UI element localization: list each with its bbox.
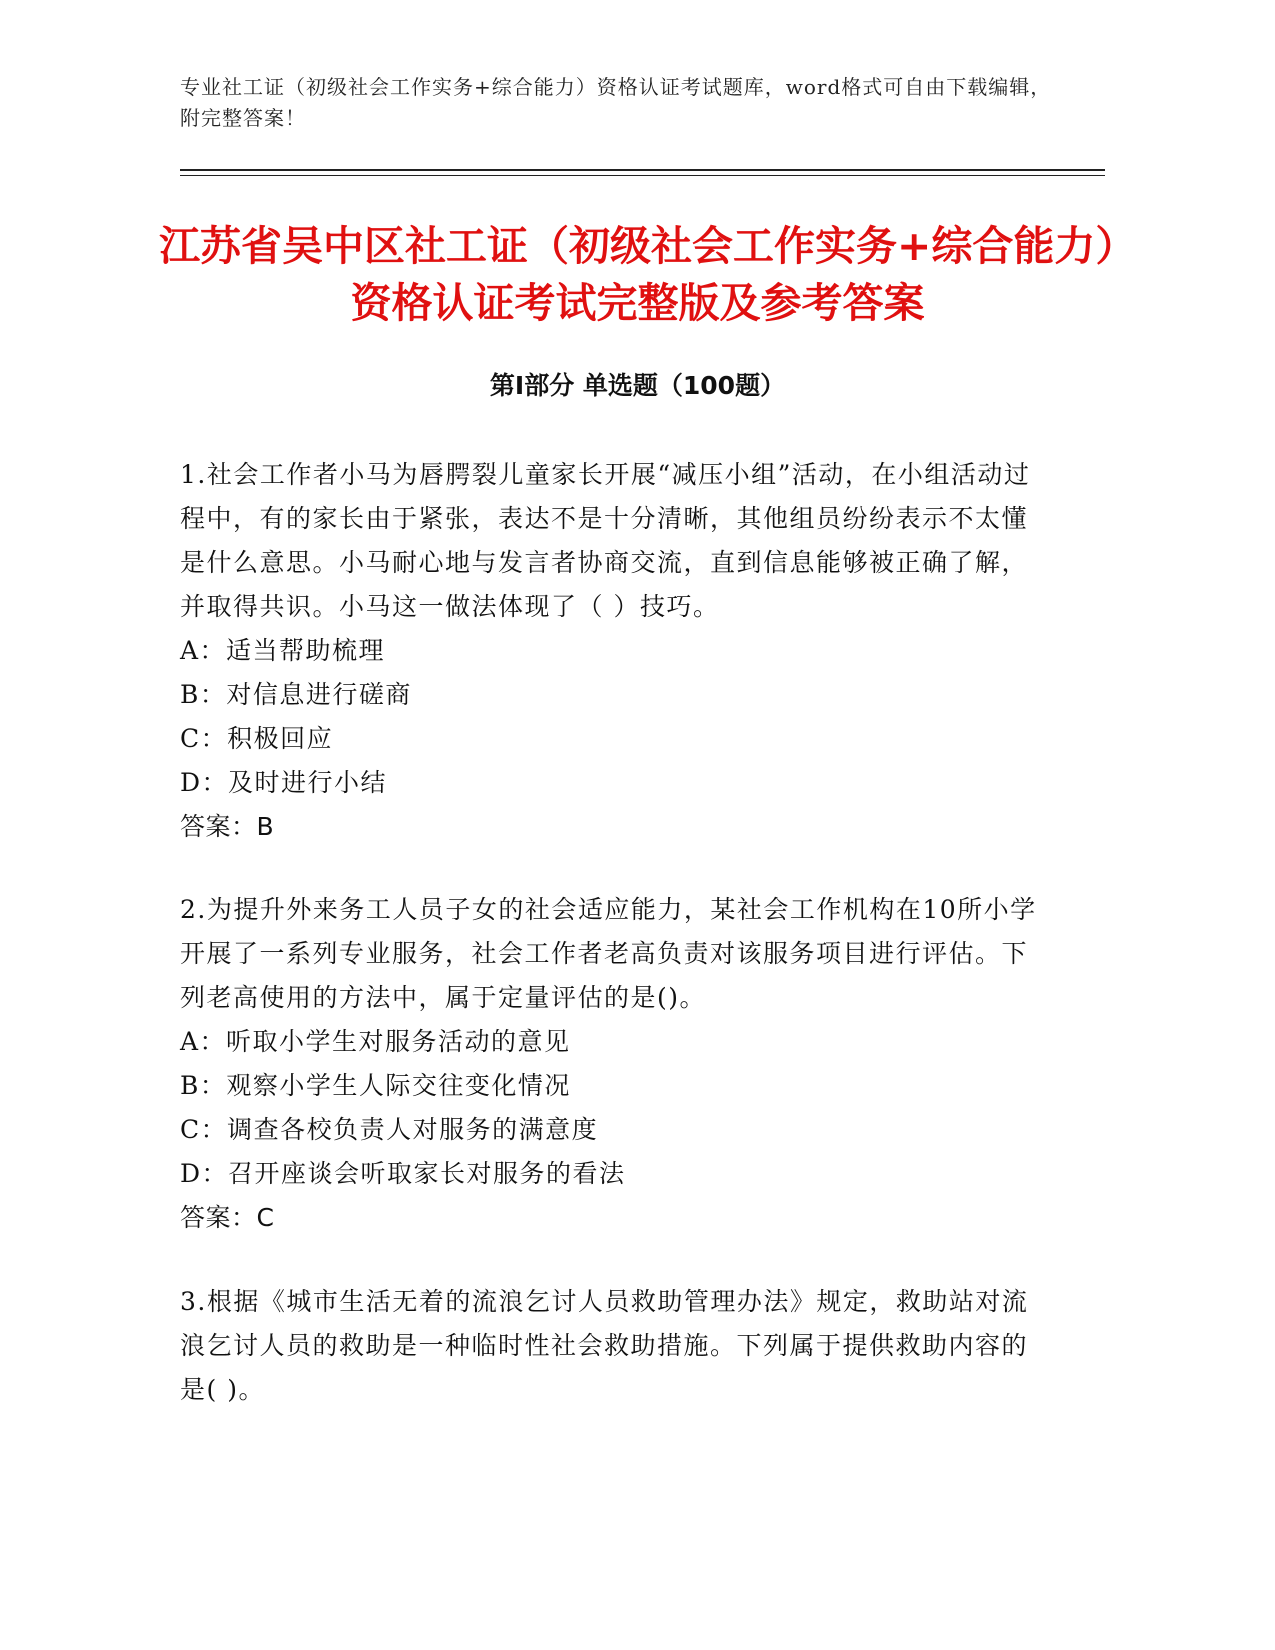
header-divider-thin — [180, 175, 1105, 176]
section-title: 第Ⅰ部分 单选题（100题） — [489, 371, 786, 400]
answer-line: 答案：B — [180, 812, 275, 841]
answer-line: 答案：C — [180, 1203, 275, 1232]
option-d: D：召开座谈会听取家长对服务的看法 — [180, 1159, 626, 1188]
option-b: B：观察小学生人际交往变化情况 — [180, 1071, 571, 1100]
header-note: 专业社工证（初级社会工作实务+综合能力）资格认证考试题库，word格式可自由下载编辑，附完整答案！ — [180, 75, 1052, 130]
question-2 — [180, 888, 1040, 1240]
question-3 — [180, 1280, 1040, 1412]
option-c: C：积极回应 — [180, 724, 334, 753]
document-title: 江苏省吴中区社工证（初级社会工作实务+综合能力）资格认证考试完整版及参考答案 — [159, 222, 1116, 327]
option-b: B：对信息进行磋商 — [180, 680, 412, 709]
question-stem: 3.根据《城市生活无着的流浪乞讨人员救助管理办法》规定，救助站对流浪乞讨人员的救助是一种临时性社会救助措施。下列属于提供救助内容的是( )。 — [180, 1287, 1029, 1404]
option-a: A：听取小学生对服务活动的意见 — [180, 1027, 571, 1056]
header-divider-thick — [180, 169, 1105, 171]
option-a: A：适当帮助梳理 — [180, 636, 386, 665]
option-d: D：及时进行小结 — [180, 768, 388, 797]
question-stem: 1.社会工作者小马为唇腭裂儿童家长开展“减压小组”活动，在小组活动过程中，有的家长由于紧张，表达不是十分清晰，其他组员纷纷表示不太懂是什么意思。小马耐心地与发言者协商交流，直到信息能够被正确了解，并取得共识。小马这一做法体现了（ ）技巧。 — [180, 460, 1031, 621]
option-c: C：调查各校负责人对服务的满意度 — [180, 1115, 599, 1144]
question-stem: 2.为提升外来务工人员子女的社会适应能力，某社会工作机构在10所小学开展了一系列专业服务，社会工作者老高负责对该服务项目进行评估。下列老高使用的方法中，属于定量评估的是()。 — [180, 895, 1037, 1012]
question-1 — [180, 453, 1040, 849]
